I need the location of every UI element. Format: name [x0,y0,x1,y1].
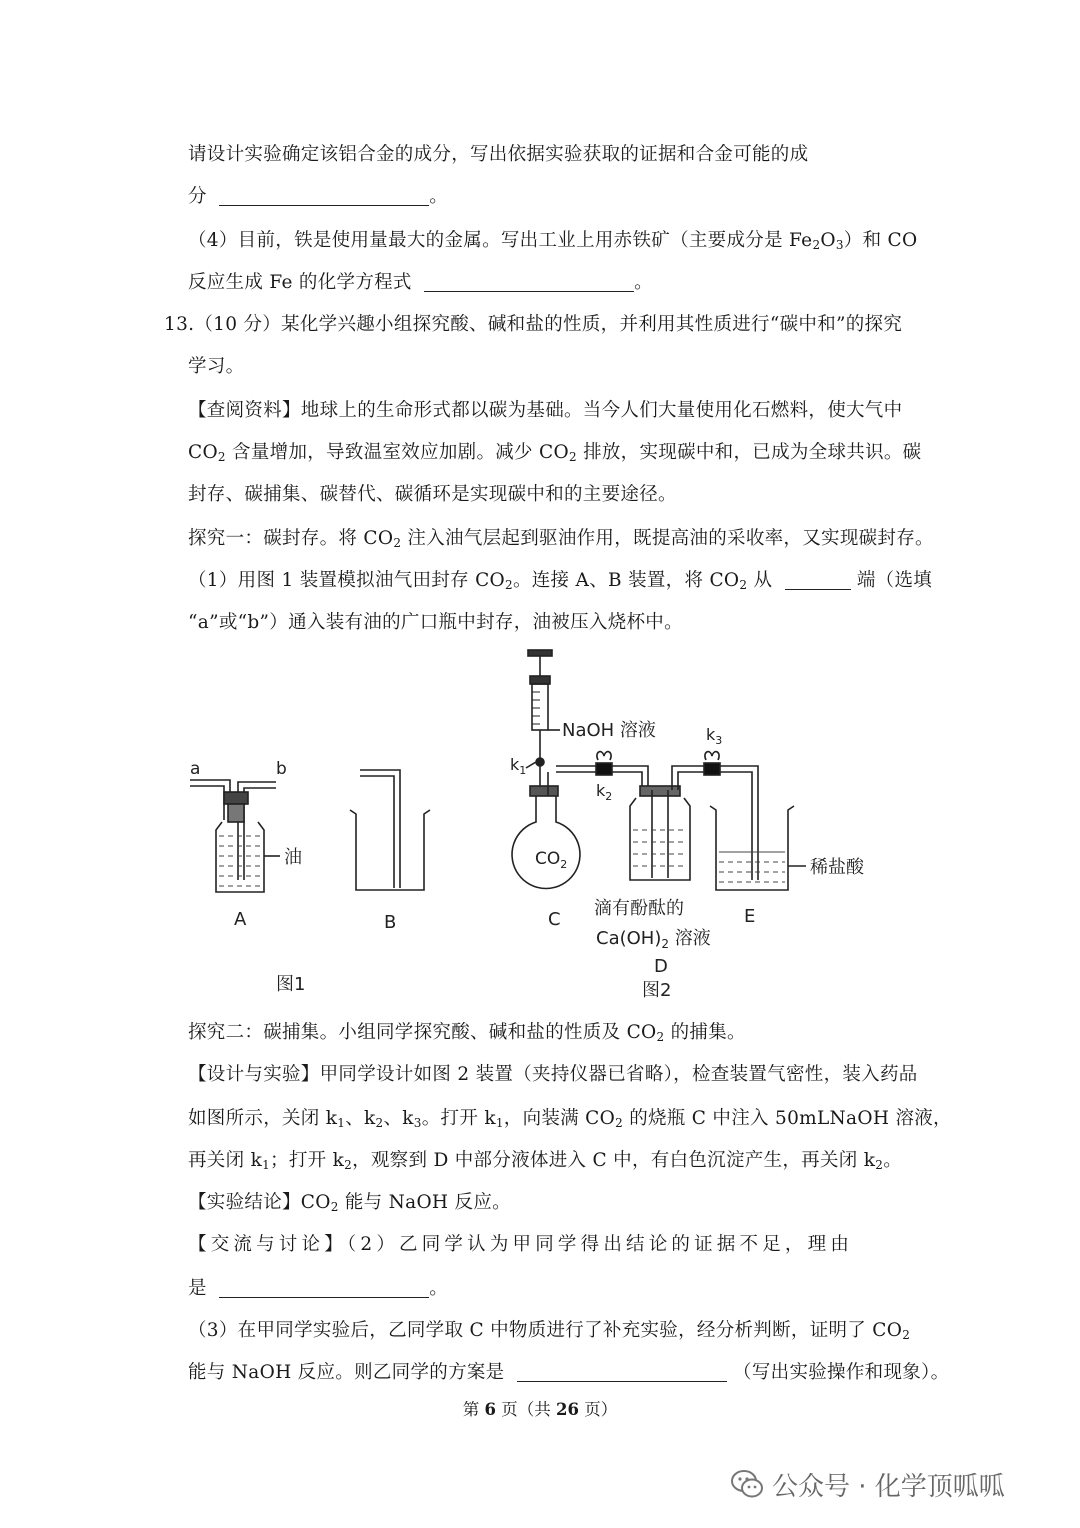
label-a: a [190,759,201,779]
subscript: 2 [812,238,821,252]
label-d-solution-2: $Ca(OH)_2$ 溶液 [596,928,711,951]
text: 能与 NaOH 反应。则乙同学的方案是 [188,1362,505,1383]
subscript: 2 [739,578,748,592]
text: 从 [747,570,773,591]
text: 的烧瓶 C 中注入 50mLNaOH 溶液， [623,1108,952,1129]
clamp-k3 [704,752,758,880]
figure-1-caption: 图1 [276,974,306,995]
text: 【交流与讨论】（2）乙同学认为甲同学得出结论的证据不足，理由 [188,1234,854,1255]
subscript: 2 [505,578,513,592]
text: 、k [345,1108,376,1129]
text: ，向装满 CO [503,1108,616,1129]
text: 页） [578,1400,618,1419]
text: 反应生成 Fe 的化学方程式 [188,272,412,293]
label-E: E [744,906,756,927]
text-line [188,1274,448,1300]
text: 。 [883,1150,903,1171]
text-line [188,1358,949,1384]
label-A: A [234,909,247,930]
text: 端（选填 [856,570,933,591]
clamp-k2 [596,752,612,775]
text: 是 [188,1278,207,1299]
text: （1）用图 1 装置模拟油气田封存 CO [188,570,506,591]
wechat-icon [730,1467,764,1501]
watermark-text: 公众号 · 化学顶呱呱 [772,1471,1005,1502]
text-line [188,1018,746,1044]
text: CO [188,442,218,463]
text: 如图所示，关闭 k [188,1108,338,1129]
label-d-solution-1: 滴有酚酞的 [594,898,684,919]
label-C: C [548,909,561,930]
text: ，观察到 D 中部分液体进入 C 中，有白色沉淀产生，再关闭 k [352,1150,876,1171]
subscript: 3 [835,238,844,252]
subscript: 2 [902,1328,911,1342]
text: ）和 CO [843,230,918,251]
text: 分 [188,186,207,207]
text: 。打开 k [421,1108,496,1129]
label-co2: $CO_2$ [535,849,568,871]
text: 【设计与实验】甲同学设计如图 2 装置（夹持仪器已省略），检查装置气密性，装入药品 [188,1064,918,1085]
subscript: 2 [330,1200,339,1214]
figure-2-caption: 图2 [642,980,672,1001]
text-line [188,1188,511,1214]
label-k1: $k_1$ [510,755,527,777]
text-line [188,1104,952,1130]
text: （3）在甲同学实验后，乙同学取 C 中物质进行了补充实验，经分析判断，证明了 CO [188,1320,903,1341]
text: 【查阅资料】地球上的生命形式都以碳为基础。当今人们大量使用化石燃料，使大气中 [188,400,903,421]
total-pages: 26 [556,1400,579,1419]
text: ；打开 k [270,1150,345,1171]
label-naoh: NaOH 溶液 [562,720,656,741]
apparatus-b [350,770,430,890]
answer-blank[interactable] [517,1361,727,1382]
text: （4）目前，铁是使用量最大的金属。写出工业上用赤铁矿（主要成分是 Fe [188,230,813,251]
subscript: 2 [344,1158,353,1172]
text-line [188,1230,853,1256]
text: 、k [383,1108,414,1129]
subscript: 1 [495,1116,504,1130]
subscript: 2 [568,450,577,464]
text-line [188,1060,918,1086]
text-line [188,1316,910,1342]
label-D: D [654,956,668,977]
text: O [820,230,836,251]
text: 。 [429,1278,448,1299]
text: 请设计实验确定该铝合金的成分，写出依据实验获取的证据和合金可能的成 [188,144,809,165]
subscript: 2 [615,1116,624,1130]
text: （写出实验操作和现象）。 [733,1362,950,1383]
text: 页（共 [496,1400,556,1419]
subscript: 2 [217,450,226,464]
page-number: 6 [484,1400,496,1419]
text: 再关闭 k [188,1150,263,1171]
text: 排放，实现碳中和，已成为全球共识。碳 [576,442,922,463]
text: 封存、碳捕集、碳替代、碳循环是实现碳中和的主要途径。 [188,484,677,505]
subscript: 2 [393,536,402,550]
subscript: 2 [375,1116,384,1130]
label-b: b [276,759,287,779]
subscript: 1 [337,1116,346,1130]
text: 13.（10 分）某化学兴趣小组探究酸、碱和盐的性质，并利用其性质进行“碳中和”的探究 [164,314,903,335]
text: 学习。 [188,356,245,377]
text: 的捕集。 [664,1022,746,1043]
subscript: 3 [413,1116,422,1130]
text: 。连接 A、B 装置，将 CO [512,570,740,591]
text: 【实验结论】CO [188,1192,331,1213]
text: 探究二：碳捕集。小组同学探究酸、碱和盐的性质及 CO [188,1022,657,1043]
label-hcl: 稀盐酸 [810,857,864,878]
page-footer [0,1396,1080,1420]
label-k2: $k_2$ [596,781,613,803]
text: 注入油气层起到驱油作用，既提高油的采收率，又实现碳封存。 [401,528,934,549]
text-line [188,1146,902,1172]
text: 含量增加，导致温室效应加剧。减少 CO [225,442,569,463]
apparatus-c [512,650,648,888]
subscript: 2 [875,1158,884,1172]
subscript: 2 [656,1030,665,1044]
text: “a”或“b”）通入装有油的广口瓶中封存，油被压入烧杯中。 [188,612,683,633]
label-oil: 油 [284,847,302,868]
label-B: B [384,912,397,933]
text: 。 [634,272,653,293]
label-k3: $k_3$ [706,725,723,747]
text: 探究一：碳封存。将 CO [188,528,394,549]
text: 能与 NaOH 反应。 [338,1192,511,1213]
apparatus-a [190,780,280,892]
answer-blank[interactable] [219,1277,429,1298]
watermark [730,1464,1005,1504]
text: 。 [429,186,448,207]
subscript: 1 [262,1158,271,1172]
text: 第 [462,1400,485,1419]
